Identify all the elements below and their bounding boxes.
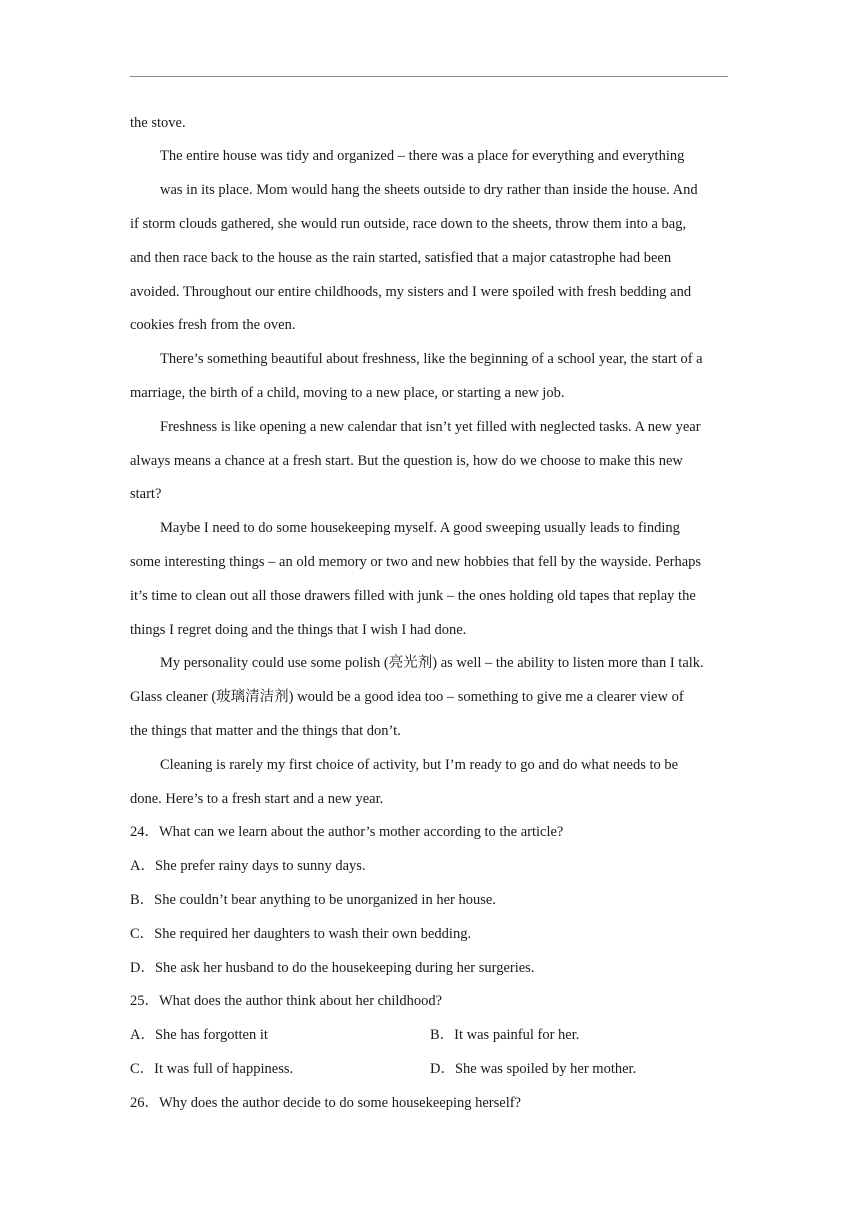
question-25-option-c: C．It was full of happiness. (130, 1061, 294, 1077)
passage-line: Glass cleaner (玻璃清洁剂) would be a good idea too – something to give me a clearer view of (130, 689, 684, 705)
question-25-option-b: B．It was painful for her. (430, 1027, 580, 1043)
paragraph-start: My personality could use some polish (亮光剂) as well – the ability to listen more than I talk. (160, 655, 704, 671)
paragraph-start: There’s something beautiful about freshness, like the beginning of a school year, the start of a (160, 351, 703, 367)
question-26-stem: 26．Why does the author decide to do some housekeeping herself? (130, 1095, 521, 1111)
passage-line: things I regret doing and the things that I wish I had done. (130, 622, 467, 638)
question-25-option-d: D．She was spoiled by her mother. (430, 1061, 637, 1077)
passage-line: done. Here’s to a fresh start and a new year. (130, 791, 384, 807)
question-24-option-b: B．She couldn’t bear anything to be unorganized in her house. (130, 892, 496, 908)
passage-line: it’s time to clean out all those drawers filled with junk – the ones holding old tapes that replay the (130, 588, 696, 604)
paragraph-start: Freshness is like opening a new calendar that isn’t yet filled with neglected tasks. A new year (160, 419, 701, 435)
question-24-option-a: A．She prefer rainy days to sunny days. (130, 858, 366, 874)
passage-line: the stove. (130, 115, 186, 131)
question-25-stem: 25．What does the author think about her childhood? (130, 993, 443, 1009)
passage-line: cookies fresh from the oven. (130, 317, 296, 333)
passage-line: marriage, the birth of a child, moving to a new place, or starting a new job. (130, 385, 565, 401)
passage-line: was in its place. Mom would hang the sheets outside to dry rather than inside the house. And (160, 182, 698, 198)
paragraph-start: Maybe I need to do some housekeeping myself. A good sweeping usually leads to finding (160, 520, 680, 536)
passage-line: always means a chance at a fresh start. But the question is, how do we choose to make this new (130, 453, 683, 469)
question-24-stem: 24．What can we learn about the author’s mother according to the article? (130, 824, 564, 840)
question-24-option-c: C．She required her daughters to wash their own bedding. (130, 926, 472, 942)
passage-line: and then race back to the house as the rain started, satisfied that a major catastrophe had been (130, 250, 672, 266)
header-rule (130, 76, 728, 77)
passage-line: some interesting things – an old memory or two and new hobbies that fell by the wayside. Perhaps (130, 554, 702, 570)
passage-line: if storm clouds gathered, she would run outside, race down to the sheets, throw them into a bag, (130, 216, 687, 232)
question-24-option-d: D．She ask her husband to do the housekeeping during her surgeries. (130, 960, 535, 976)
paragraph-start: Cleaning is rarely my first choice of activity, but I’m ready to go and do what needs to be (160, 757, 679, 773)
passage-line: the things that matter and the things that don’t. (130, 723, 401, 739)
passage-line: start? (130, 486, 162, 502)
paragraph-start: The entire house was tidy and organized – there was a place for everything and everything (160, 148, 685, 164)
question-25-option-a: A．She has forgotten it (130, 1027, 268, 1043)
passage-line: avoided. Throughout our entire childhoods, my sisters and I were spoiled with fresh bedding and (130, 284, 692, 300)
